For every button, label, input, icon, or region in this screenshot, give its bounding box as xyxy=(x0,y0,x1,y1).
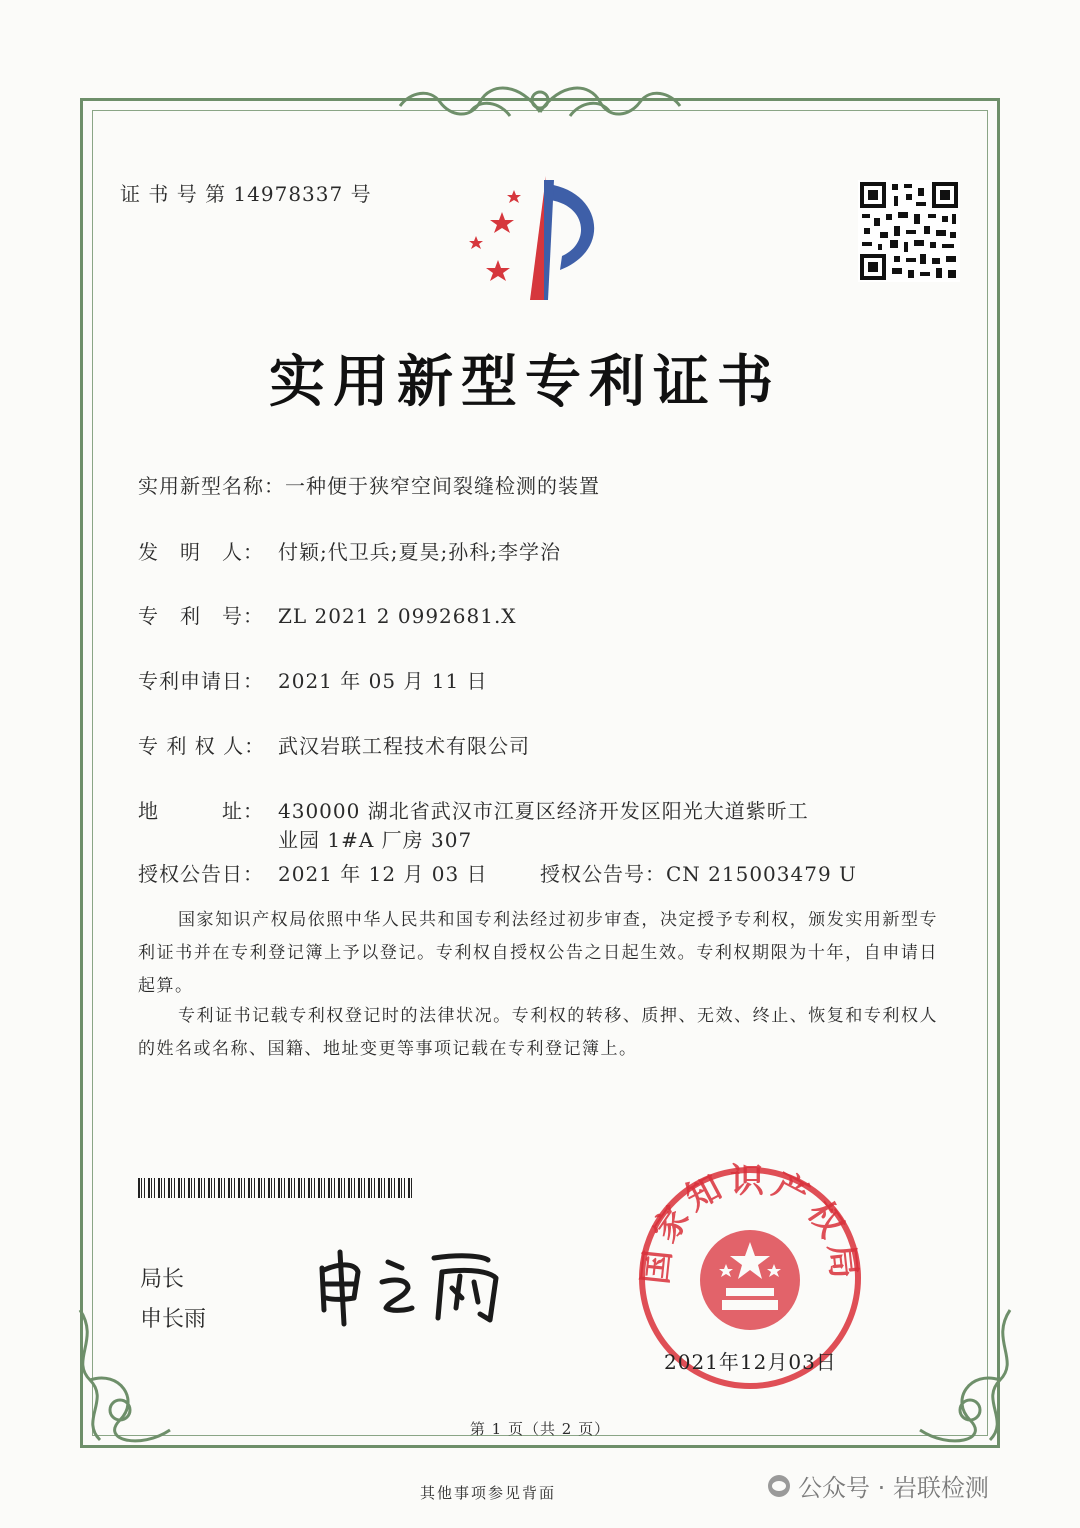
watermark xyxy=(768,1468,989,1503)
field-address xyxy=(138,795,809,824)
director-name: 申长雨 xyxy=(140,1307,207,1332)
field-inventors xyxy=(138,536,561,565)
wechat-icon xyxy=(768,1475,790,1497)
seal-date: 2021年12月03日 xyxy=(664,1350,837,1374)
field-value: CN 215003479 U xyxy=(666,862,857,886)
field-value: 2021 年 05 月 11 日 xyxy=(278,669,488,693)
svg-text:国家知识产权局: 国家知识产权局 xyxy=(635,1161,865,1287)
patent-office-logo xyxy=(462,170,622,306)
page-number: 第 1 页（共 2 页） xyxy=(469,1420,611,1438)
field-utility-model-name xyxy=(138,470,600,499)
back-note: 其他事项参见背面 xyxy=(420,1484,557,1502)
field-value: ZL 2021 2 0992681.X xyxy=(278,604,517,628)
field-label: 专利申请日： xyxy=(138,669,264,693)
director-title: 局长 xyxy=(140,1267,185,1292)
field-announcement-date xyxy=(138,858,488,887)
field-patentee xyxy=(138,730,530,759)
field-announcement-number xyxy=(540,858,857,887)
qr-code xyxy=(858,180,960,282)
barcode xyxy=(138,1178,418,1198)
field-label: 专 利 号： xyxy=(138,604,264,628)
paragraph-grant-statement: 国家知识产权局依照中华人民共和国专利法经过初步审查，决定授予专利权，颁发实用新型专利证书并在专利登记簿上予以登记。专利权自授权公告之日起生效。专利权期限为十年，自申请日起算。 xyxy=(138,910,938,996)
field-address-line2 xyxy=(278,824,472,853)
field-value: 武汉岩联工程技术有限公司 xyxy=(278,734,530,758)
field-value: 一种便于狭窄空间裂缝检测的装置 xyxy=(285,474,600,498)
top-ornament xyxy=(380,72,700,128)
field-label: 专 利 权 人： xyxy=(138,734,266,758)
watermark-text: 公众号 · 岩联检测 xyxy=(798,1474,989,1502)
field-value: 2021 年 12 月 03 日 xyxy=(278,862,488,886)
certificate-title: 实用新型专利证书 xyxy=(269,349,781,415)
field-label: 地 址： xyxy=(138,799,264,823)
paragraph-legal-status: 专利证书记载专利权登记时的法律状况。专利权的转移、质押、无效、终止、恢复和专利权人的姓名或名称、国籍、地址变更等事项记载在专利登记簿上。 xyxy=(138,1006,938,1059)
field-value: 430000 湖北省武汉市江夏区经济开发区阳光大道紫昕工 xyxy=(278,799,809,823)
field-label: 发 明 人： xyxy=(138,540,264,564)
field-label: 授权公告号： xyxy=(540,862,666,886)
field-value: 付颖;代卫兵;夏昊;孙科;李学治 xyxy=(278,540,561,564)
director-signature xyxy=(312,1238,542,1328)
certificate-number: 证 书 号 第 14978337 号 xyxy=(120,182,372,206)
field-application-date xyxy=(138,665,488,694)
field-value: 业园 1#A 厂房 307 xyxy=(278,828,473,852)
field-label: 授权公告日： xyxy=(138,862,264,886)
field-patent-number xyxy=(138,600,517,629)
field-label: 实用新型名称： xyxy=(138,474,285,498)
